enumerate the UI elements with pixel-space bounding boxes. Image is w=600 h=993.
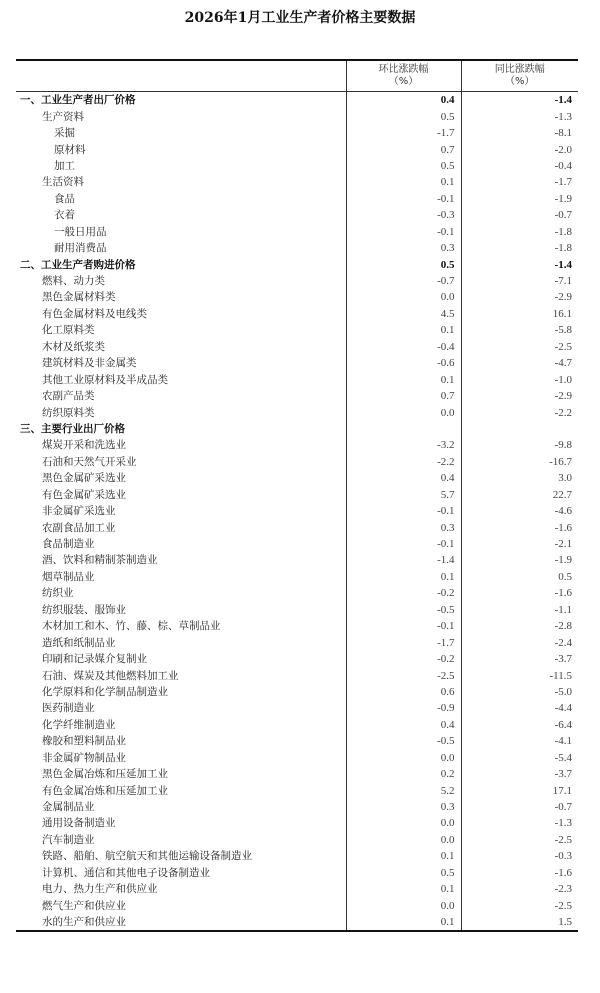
yoy-value: -1.3 [461,108,578,124]
mom-value: -0.1 [346,191,461,207]
mom-value: 0.1 [346,174,461,190]
row-label: 通用设备制造业 [42,817,116,830]
mom-value: 0.7 [346,388,461,404]
yoy-value: -1.8 [461,224,578,240]
mom-value: -0.6 [346,355,461,371]
yoy-value: -1.9 [461,191,578,207]
row-label: 煤炭开采和洗选业 [42,439,126,452]
table-row [16,158,578,174]
row-label: 黑色金属材料类 [42,291,116,304]
mom-value: -1.7 [346,125,461,141]
mom-value: -0.3 [346,207,461,223]
section-header-row [16,256,578,272]
yoy-value: -9.8 [461,437,578,453]
section-title: 二、工业生产者购进价格 [20,258,136,271]
row-label: 燃气生产和供应业 [42,899,126,912]
table-row [16,552,578,568]
table-row [16,881,578,897]
yoy-value: -2.3 [461,881,578,897]
row-label: 汽车制造业 [42,833,95,846]
table-row [16,289,578,305]
table-row [16,815,578,831]
row-label: 有色金属材料及电线类 [42,307,147,320]
row-label: 加工 [54,159,75,172]
table-row [16,651,578,667]
mom-value: 0.1 [346,322,461,338]
table-row [16,454,578,470]
row-label: 石油和天然气开采业 [42,455,137,468]
mom-value: -1.4 [346,552,461,568]
yoy-value: -5.4 [461,750,578,766]
table-row [16,322,578,338]
mom-value: -0.7 [346,273,461,289]
mom-value: 0.2 [346,766,461,782]
yoy-value: -1.0 [461,371,578,387]
yoy-value: -4.7 [461,355,578,371]
yoy-value: -2.2 [461,404,578,420]
mom-value: 0.3 [346,799,461,815]
mom-value: -0.5 [346,602,461,618]
table-row [16,108,578,124]
mom-value: 0.3 [346,240,461,256]
yoy-value: -2.5 [461,897,578,913]
yoy-value: -1.8 [461,240,578,256]
yoy-value: -1.7 [461,174,578,190]
table-row [16,224,578,240]
yoy-value: -3.7 [461,766,578,782]
table-row [16,207,578,223]
row-label: 电力、热力生产和供应业 [42,883,158,896]
mom-value: 0.1 [346,881,461,897]
yoy-value: 1.5 [461,914,578,931]
section-title: 三、主要行业出厂价格 [20,422,125,435]
yoy-value: -1.4 [461,256,578,272]
mom-value: 0.0 [346,815,461,831]
yoy-value: 16.1 [461,306,578,322]
table-row [16,799,578,815]
row-label: 化学纤维制造业 [42,718,116,731]
table-row [16,569,578,585]
table-row [16,618,578,634]
mom-value: 5.2 [346,782,461,798]
table-row [16,141,578,157]
row-label: 水的生产和供应业 [16,914,346,931]
yoy-value: -2.4 [461,634,578,650]
row-label: 木材及纸浆类 [42,340,105,353]
mom-value: 0.0 [346,750,461,766]
table-row [16,371,578,387]
row-label: 有色金属矿采选业 [42,488,126,501]
table-row [16,503,578,519]
table-row [16,519,578,535]
mom-value: -0.4 [346,339,461,355]
table-row [16,667,578,683]
row-label: 酒、饮料和精制茶制造业 [42,554,158,567]
table-row [16,487,578,503]
table-row [16,585,578,601]
row-label: 化工原料类 [42,324,95,337]
table-row [16,897,578,913]
section-title: 一、工业生产者出厂价格 [20,94,136,107]
mom-value: 0.3 [346,519,461,535]
table-row [16,355,578,371]
table-row [16,191,578,207]
row-label: 医药制造业 [42,702,95,715]
row-label: 非金属矿物制品业 [42,751,126,764]
section-header-row [16,421,578,437]
mom-value: 0.4 [346,92,461,109]
yoy-value [461,421,578,437]
row-label: 黑色金属矿采选业 [42,472,126,485]
header-yoy-label: 同比涨跌幅 [494,64,545,75]
row-label: 黑色金属冶炼和压延加工业 [42,768,168,781]
mom-value: -0.5 [346,733,461,749]
mom-value: -2.2 [346,454,461,470]
mom-value: -2.5 [346,667,461,683]
yoy-value: -0.4 [461,158,578,174]
yoy-value: -2.8 [461,618,578,634]
mom-value: -0.2 [346,585,461,601]
yoy-value: -3.7 [461,651,578,667]
mom-value: -0.9 [346,700,461,716]
yoy-value: -0.7 [461,207,578,223]
row-label: 化学原料和化学制品制造业 [42,685,168,698]
mom-value: 0.1 [346,569,461,585]
table-row [16,470,578,486]
table-row [16,914,578,931]
header-mom-unit: （%） [388,76,419,87]
row-label: 建筑材料及非金属类 [42,357,137,370]
row-label: 石油、煤炭及其他燃料加工业 [42,669,179,682]
row-label: 金属制品业 [42,801,95,814]
table-row [16,700,578,716]
yoy-value: -2.9 [461,388,578,404]
table-row [16,865,578,881]
yoy-value: -1.6 [461,585,578,601]
yoy-value: -7.1 [461,273,578,289]
yoy-value: -2.9 [461,289,578,305]
mom-value: 0.0 [346,897,461,913]
header-yoy [461,60,578,92]
yoy-value: -16.7 [461,454,578,470]
yoy-value: -2.5 [461,832,578,848]
table-row [16,437,578,453]
table-row [16,174,578,190]
row-label: 造纸和纸制品业 [42,636,116,649]
row-label: 采掘 [54,127,75,140]
mom-value: 0.0 [346,289,461,305]
yoy-value: -5.8 [461,322,578,338]
row-label: 一般日用品 [54,225,107,238]
table-header-row [16,60,578,92]
row-label: 农副产品类 [42,390,95,403]
row-label: 食品 [54,192,75,205]
yoy-value: -1.3 [461,815,578,831]
row-label: 纺织业 [42,587,74,600]
row-label: 原材料 [54,143,86,156]
section-header-row [16,92,578,109]
table-row [16,306,578,322]
table-row [16,848,578,864]
yoy-value: -2.5 [461,339,578,355]
row-label: 有色金属冶炼和压延加工业 [42,784,168,797]
table-row [16,602,578,618]
row-label: 燃料、动力类 [42,275,105,288]
yoy-value: -6.4 [461,717,578,733]
yoy-value: -1.4 [461,92,578,109]
row-label: 非金属矿采选业 [42,505,116,518]
mom-value: 0.4 [346,717,461,733]
yoy-value: -1.1 [461,602,578,618]
row-label: 农副食品加工业 [42,521,116,534]
mom-value: -0.1 [346,618,461,634]
mom-value: -1.7 [346,634,461,650]
table-row [16,766,578,782]
mom-value: 0.5 [346,158,461,174]
mom-value: 0.6 [346,684,461,700]
mom-value [346,421,461,437]
header-mom-label: 环比涨跌幅 [378,64,429,75]
mom-value: 4.5 [346,306,461,322]
row-label: 印刷和记录媒介复制业 [42,653,147,666]
header-yoy-unit: （%） [504,76,535,87]
yoy-value: -2.1 [461,536,578,552]
table-row [16,782,578,798]
mom-value: 0.4 [346,470,461,486]
table-row [16,388,578,404]
yoy-value: -4.6 [461,503,578,519]
yoy-value: 22.7 [461,487,578,503]
table-row [16,125,578,141]
mom-value: -0.1 [346,536,461,552]
row-label: 木材加工和木、竹、藤、棕、草制品业 [42,620,221,633]
header-mom [346,60,461,92]
header-item [16,60,346,92]
row-label: 其他工业原材料及半成品类 [42,373,168,386]
yoy-value: -2.0 [461,141,578,157]
row-label: 食品制造业 [42,538,95,551]
table-row [16,273,578,289]
table-row [16,404,578,420]
mom-value: 0.5 [346,256,461,272]
yoy-value: 3.0 [461,470,578,486]
mom-value: -0.1 [346,503,461,519]
yoy-value: 0.5 [461,569,578,585]
row-label: 橡胶和塑料制品业 [42,735,126,748]
table-row [16,750,578,766]
yoy-value: -1.6 [461,519,578,535]
yoy-value: -0.7 [461,799,578,815]
table-row [16,240,578,256]
row-label: 纺织原料类 [42,406,95,419]
yoy-value: -1.9 [461,552,578,568]
table-body [16,92,578,932]
mom-value: 0.1 [346,848,461,864]
yoy-value: -1.6 [461,865,578,881]
yoy-value: -4.4 [461,700,578,716]
yoy-value: -11.5 [461,667,578,683]
yoy-value: 17.1 [461,782,578,798]
row-label: 衣着 [54,209,75,222]
row-label: 烟草制品业 [42,570,95,583]
mom-value: 0.0 [346,832,461,848]
mom-value: 5.7 [346,487,461,503]
mom-value: 0.7 [346,141,461,157]
row-label: 生活资料 [42,176,84,189]
mom-value: 0.1 [346,914,461,931]
page-title: 2026年1月工业生产者价格主要数据 [184,10,416,26]
table-row [16,634,578,650]
mom-value: 0.5 [346,865,461,881]
row-label: 铁路、船舶、航空航天和其他运输设备制造业 [42,850,252,863]
table-row [16,536,578,552]
row-label: 计算机、通信和其他电子设备制造业 [42,866,210,879]
table-row [16,832,578,848]
mom-value: 0.1 [346,371,461,387]
yoy-value: -8.1 [461,125,578,141]
yoy-value: -0.3 [461,848,578,864]
table-row [16,684,578,700]
mom-value: 0.5 [346,108,461,124]
mom-value: 0.0 [346,404,461,420]
mom-value: -3.2 [346,437,461,453]
table-row [16,339,578,355]
ppi-data-table [16,59,578,932]
table-row [16,733,578,749]
yoy-value: -5.0 [461,684,578,700]
mom-value: -0.2 [346,651,461,667]
row-label: 耐用消费品 [54,242,107,255]
table-row [16,717,578,733]
row-label: 纺织服装、服饰业 [42,603,126,616]
yoy-value: -4.1 [461,733,578,749]
mom-value: -0.1 [346,224,461,240]
row-label: 生产资料 [42,110,84,123]
